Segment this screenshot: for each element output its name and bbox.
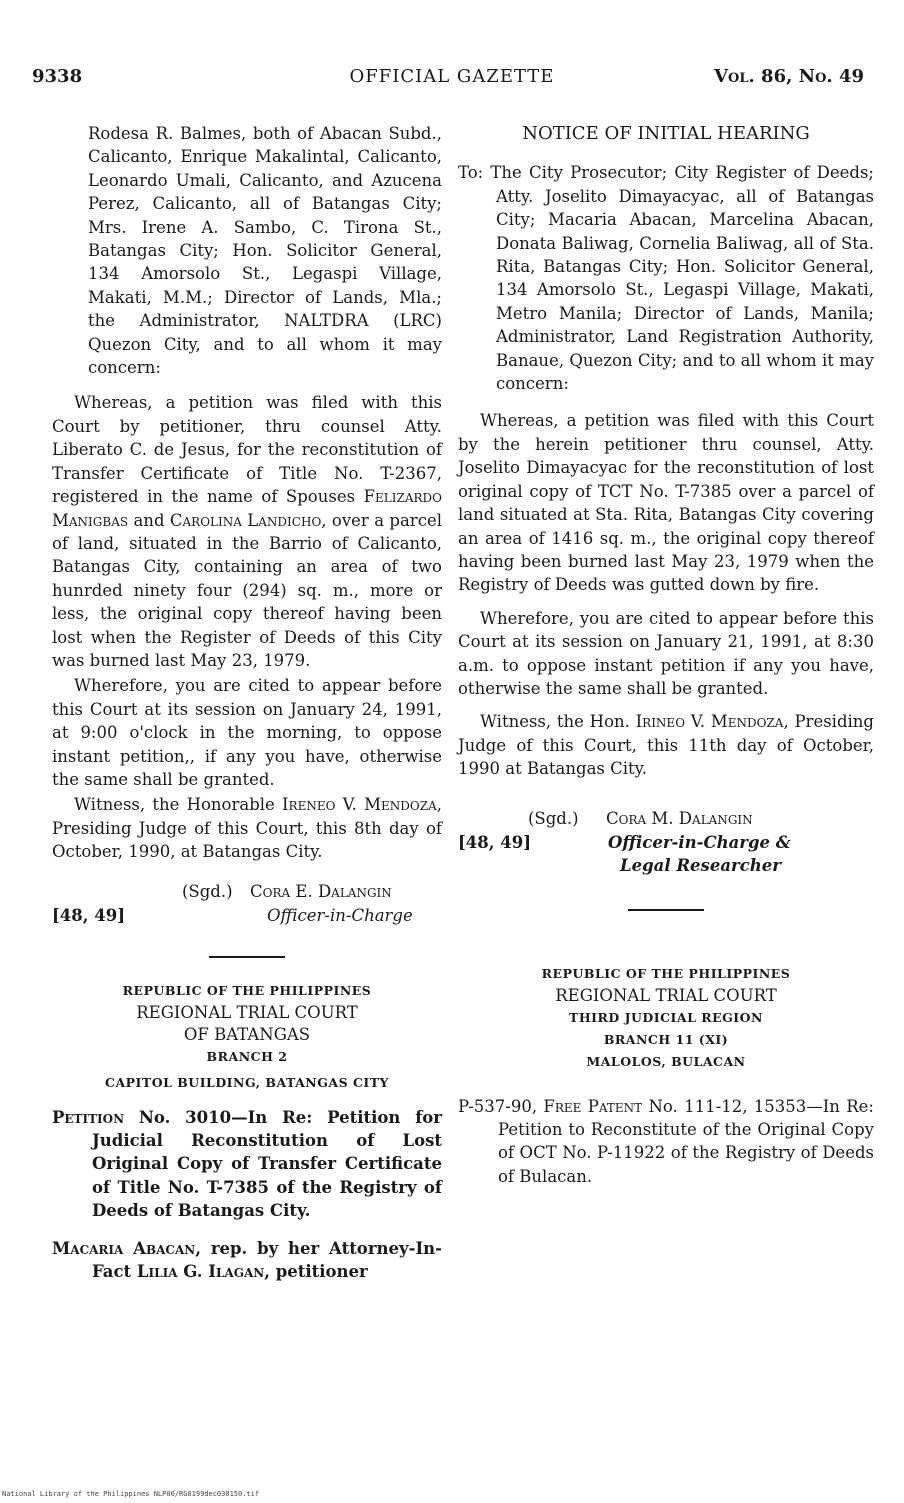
petition-caption: P-537-90, Free Patent No. 111-12, 15353—In Re: Petition to Reconstitute of the Original Copy of OCT No. P-11922 of the Registry of Deeds of Bulacan. — [458, 1096, 874, 1186]
section-divider — [209, 956, 285, 958]
free-patent-label: Free Patent — [543, 1096, 643, 1116]
petitioner-name: Macaria Abacan — [52, 1238, 196, 1258]
signature-block — [458, 807, 874, 879]
issue-number: [48, 49] — [52, 905, 126, 925]
section-divider — [628, 909, 704, 911]
sgd-label: (Sgd.) — [182, 881, 233, 901]
court-branch: BRANCH 2 — [206, 1048, 288, 1064]
officer-role-2: Legal Researcher — [620, 855, 781, 875]
sgd-label: (Sgd.) — [528, 808, 579, 828]
spouse-name-1: Felizardo Manigbas — [52, 487, 442, 530]
officer-name: Cora M. Dalangin — [606, 808, 753, 828]
court-address: CAPITOL BUILDING, BATANGAS CITY — [105, 1074, 389, 1090]
petition-caption: Petition No. 3010—In Re: Petition for Judicial Reconstitution of Lost Original Copy of Transfer Certificate of Title No. T-7385 of the Registry of Deeds of Batangas City. — [52, 1107, 442, 1221]
attorney-name: Lilia G. Ilagan — [136, 1262, 265, 1282]
left-column — [52, 122, 442, 1283]
signature-block — [52, 880, 442, 932]
wherefore-paragraph: Wherefore, you are cited to appear before this Court at its session on January 24, 1991, at 9:00 o'clock in the morning, to oppose instant petition,, if any you have, otherwise the same shall be granted. — [52, 676, 442, 789]
judge-name: Ireneo V. Mendoza — [282, 795, 437, 815]
court-branch: BRANCH 11 (XI) — [603, 1031, 729, 1047]
party-line: Macaria Abacan, rep. by her Attorney-In-Fact Lilia G. Ilagan, petitioner — [52, 1238, 443, 1282]
scan-footer: National Library of the Philippines NLP00/RG0199dec030150.tif — [2, 1490, 260, 1498]
volume-number — [714, 66, 864, 87]
addressee-block: Rodesa R. Balmes, both of Abacan Subd., Calicanto, Enrique Makalintal, Calicanto, Leonardo Umali, Calicanto, and Azucena Perez, Calicanto, all of Batangas City; Mrs. Irene A. Sambo, C. Tirona St., Batangas City; Hon. Solicitor General, 134 Amorsolo St., Legaspi Village, Makati, M.M.; Director of Lands, Mla.; the Administrator, NALTDRA (LRC) Quezon City, and to all whom it may concern: — [88, 124, 442, 378]
volume-label: Vol. 86, No. 49 — [714, 66, 864, 87]
court-province: OF BATANGAS — [183, 1024, 311, 1044]
court-republic: REPUBLIC OF THE PHILIPPINES — [541, 965, 791, 981]
wherefore-paragraph: Wherefore, you are cited to appear before this Court at its session on January 21, 1991, at 8:30 a.m. to oppose instant petition if any you have, otherwise the same shall be granted. — [458, 608, 874, 698]
court-republic: REPUBLIC OF THE PHILIPPINES — [122, 982, 372, 998]
witness-paragraph: Witness, the Honorable Ireneo V. Mendoza, Presiding Judge of this Court, this 8th day of October, 1990, at Batangas City. — [52, 795, 442, 862]
officer-role: Officer-in-Charge — [267, 905, 413, 925]
whereas-paragraph: Whereas, a petition was filed with this Court by the herein petitioner thru counsel, Atty. Joselito Dimayacyac for the reconstitution of lost original copy of TCT No. T-7385 over a parcel of land situated at Sta. Rita, Batangas City covering an area of 1416 sq. m., the original copy thereof having been burned last May 23, 1979 when the Registry of Deeds was gutted down by fire. — [458, 411, 874, 595]
publication-title: OFFICIAL GAZETTE — [349, 66, 555, 87]
witness-paragraph: Witness, the Hon. Irineo V. Mendoza, Presiding Judge of this Court, this 11th day of October, 1990 at Batangas City. — [458, 712, 874, 779]
judge-name: Irineo V. Mendoza — [635, 712, 784, 732]
spouse-name-2: Carolina Landicho — [169, 510, 322, 530]
page-number: 9338 — [32, 66, 83, 87]
court-heading — [52, 980, 442, 1094]
court-name: REGIONAL TRIAL COURT — [136, 1002, 358, 1022]
whereas-paragraph: Whereas, a petition was filed with this Court by petitioner, thru counsel Atty. Liberato C. de Jesus, for the reconstitution of Transfer Certificate of Title No. T-2367, registered in the name of Spouses Felizardo Manigbas and Carolina Landicho, over a parcel of land, situated in the Barrio of Calicanto, Batangas City, containing an area of two hunrded ninety four (294) sq. m., more or less, the original copy thereof having been lost when the Register of Deeds of this City was burned last May 23, 1979. — [52, 393, 442, 670]
court-heading — [458, 963, 874, 1073]
notice-recipients: To: The City Prosecutor; City Register of Deeds; Atty. Joselito Dimayacyac, all of Batangas City; Macaria Abacan, Marcelina Abacan, Donata Baliwag, Cornelia Baliwag, all of Sta. Rita, Batangas City; Hon. Solicitor General, 134 Amorsolo St., Legaspi Village, Makati, Metro Manila; Director of Lands, Manila; Administrator, Land Registration Authority, Banaue, Quezon City; and to all whom it may concern: — [458, 163, 874, 394]
court-region: THIRD JUDICIAL REGION — [569, 1009, 763, 1025]
notice-title: NOTICE OF INITIAL HEARING — [522, 123, 810, 144]
court-name: REGIONAL TRIAL COURT — [555, 985, 777, 1005]
issue-number: [48, 49] — [458, 832, 532, 852]
officer-name: Cora E. Dalangin — [250, 881, 392, 901]
right-column — [458, 122, 874, 1188]
petition-lead: Petition — [52, 1107, 125, 1127]
officer-role: Officer-in-Charge & — [608, 832, 791, 852]
court-address: MALOLOS, BULACAN — [586, 1053, 746, 1069]
